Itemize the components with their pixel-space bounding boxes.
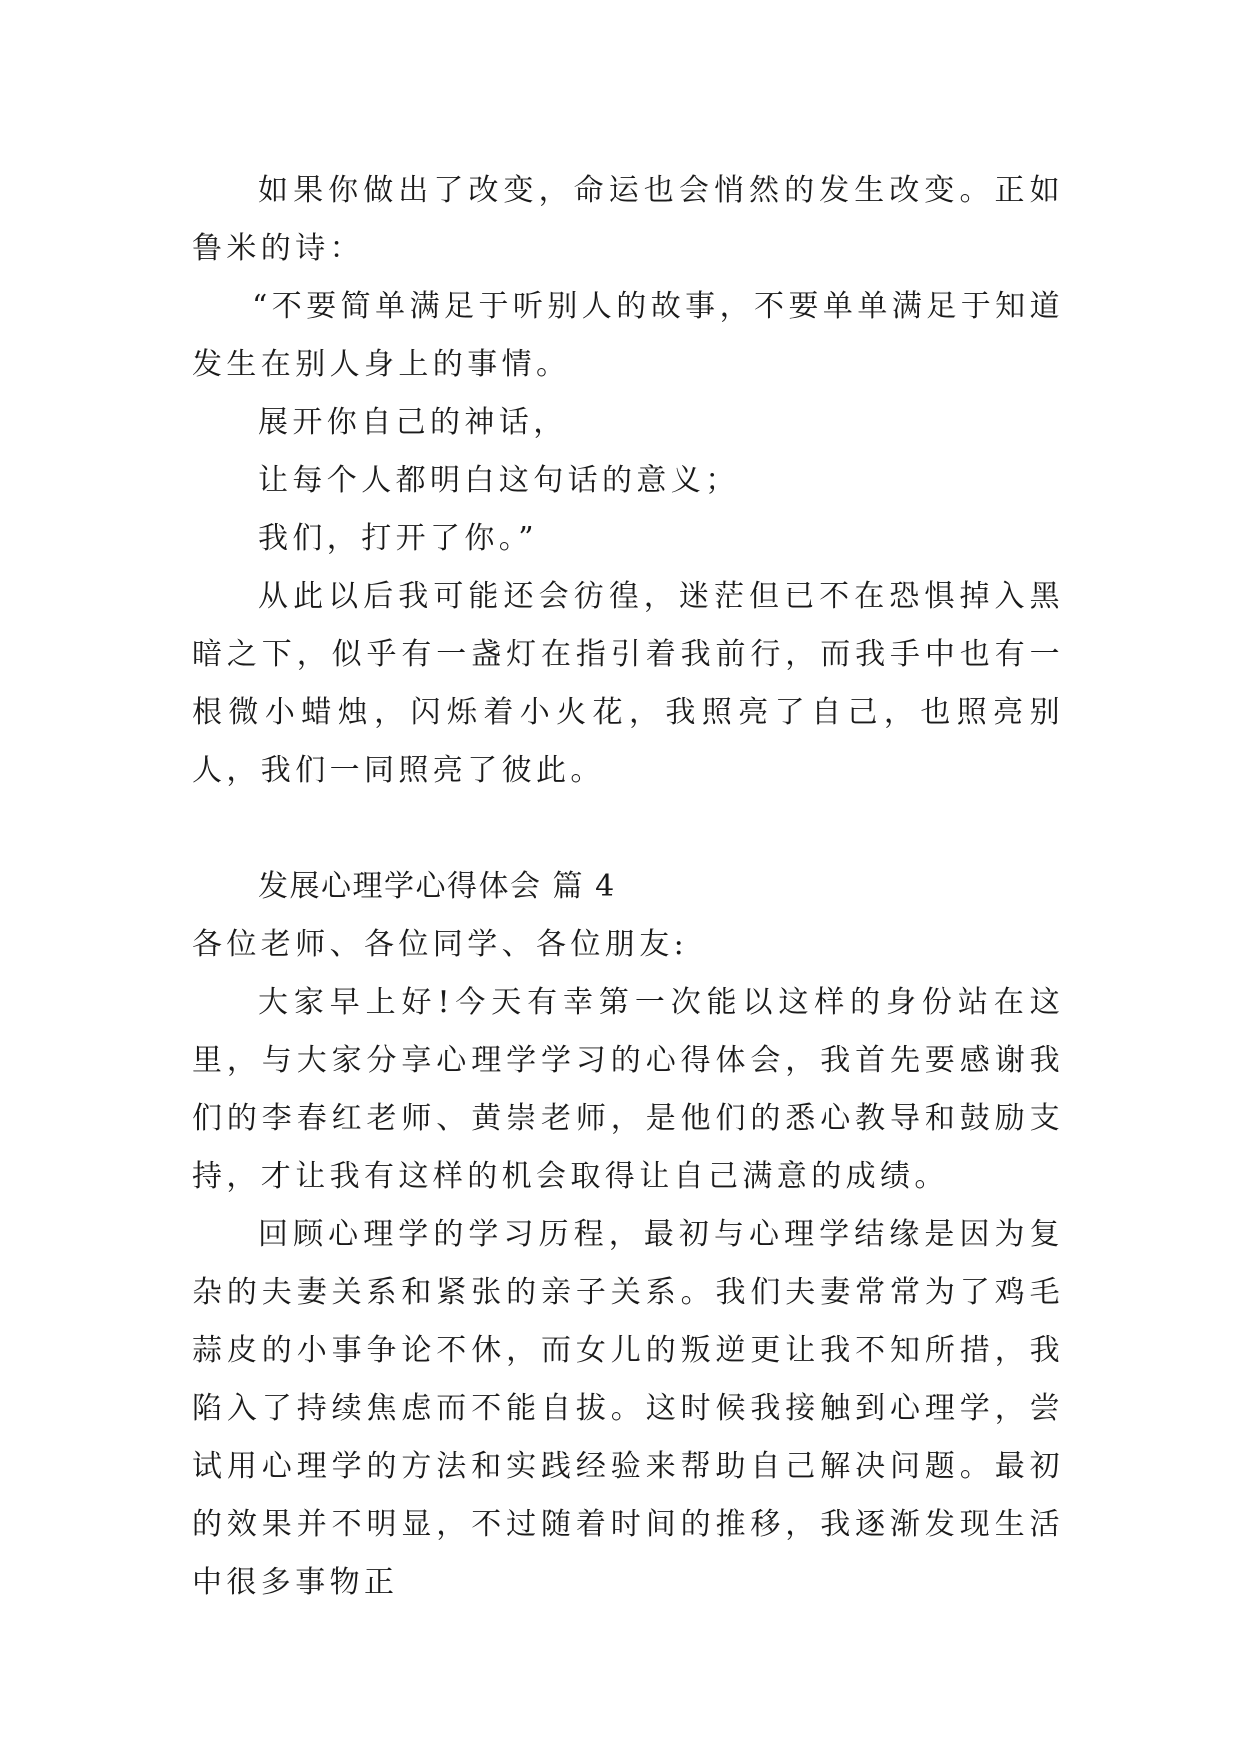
paragraph-greeting: 大家早上好!今天有幸第一次能以这样的身份站在这里，与大家分享心理学学习的心得体会，我首先要感谢我们的李春红老师、黄崇老师，是他们的悉心教导和鼓励支持，才让我有这样的机会取得让自己满意的成绩。 (192, 985, 1064, 1194)
paragraph-review: 回顾心理学的学习历程，最初与心理学结缘是因为复杂的夫妻关系和紧张的亲子关系。我们夫妻常常为了鸡毛蒜皮的小事争论不休，而女儿的叛逆更让我不知所措，我陷入了持续焦虑而不能自拔。这时候我接触到心理学，尝试用心理学的方法和实践经验来帮助自己解决问题。最初的效果并不明显，不过随着时间的推移，我逐渐发现生活中很多事物正 (192, 1217, 1064, 1600)
section-gap (192, 800, 1064, 858)
poem-line-stories: “不要简单满足于听别人的故事，不要单单满足于知道发生在别人身上的事情。 (192, 289, 1064, 382)
document-body (192, 162, 1064, 1612)
paragraph-change-destiny: 如果你做出了改变，命运也会悄然的发生改变。正如鲁米的诗： (192, 173, 1064, 266)
poem-line-myth: 展开你自己的神话， (258, 405, 568, 440)
paragraph-candle: 从此以后我可能还会彷徨，迷茫但已不在恐惧掉入黑暗之下，似乎有一盏灯在指引着我前行，而我手中也有一根微小蜡烛，闪烁着小火花，我照亮了自己，也照亮别人，我们一同照亮了彼此。 (192, 579, 1064, 788)
poem-line-meaning: 让每个人都明白这句话的意义； (258, 463, 740, 498)
poem-line-opened: 我们，打开了你。” (258, 521, 538, 556)
section-heading: 发展心理学心得体会 篇 4 (258, 869, 616, 904)
salutation: 各位老师、各位同学、各位朋友: (192, 927, 689, 962)
